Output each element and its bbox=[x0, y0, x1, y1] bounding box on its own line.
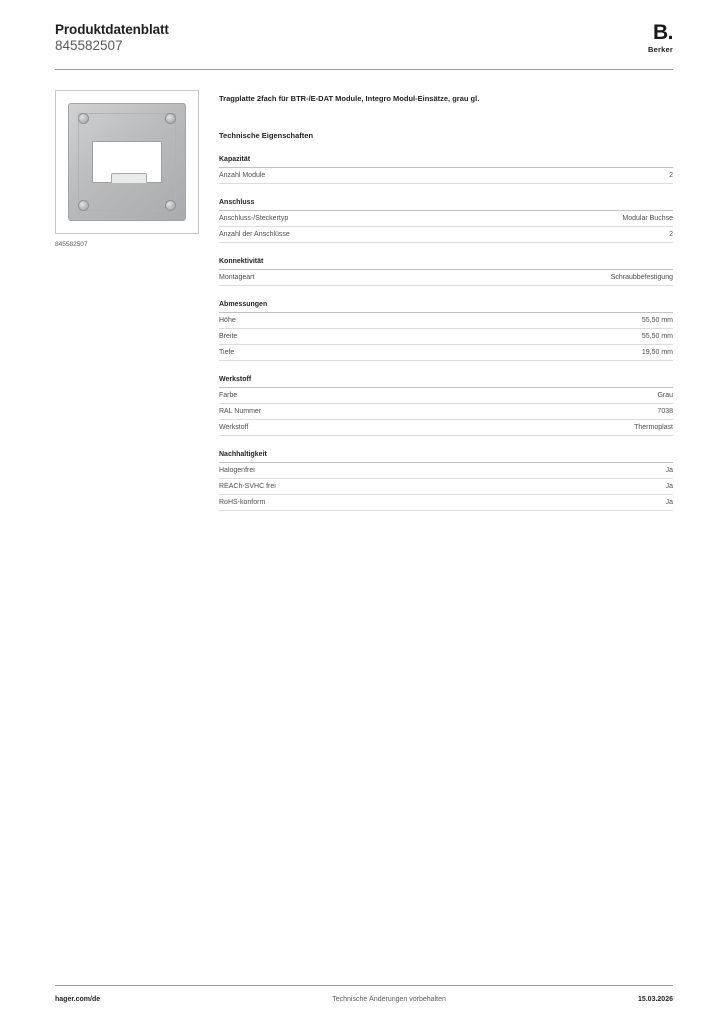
product-image bbox=[55, 90, 199, 234]
spec-value: Ja bbox=[665, 498, 673, 506]
spec-value: Grau bbox=[657, 391, 673, 399]
spec-value: Schraubbefestigung bbox=[610, 273, 673, 281]
figure-caption: 845582507 bbox=[55, 241, 88, 248]
spec-group bbox=[219, 300, 673, 361]
spec-label: Werkstoff bbox=[219, 423, 249, 431]
spec-row bbox=[219, 388, 673, 404]
spec-label: Breite bbox=[219, 332, 238, 340]
spec-label: Halogenfrei bbox=[219, 466, 255, 474]
spec-value: 2 bbox=[669, 230, 673, 238]
spec-row bbox=[219, 270, 673, 286]
spec-label: Anschluss-/Steckertyp bbox=[219, 214, 289, 222]
spec-groups bbox=[219, 155, 673, 511]
spec-group bbox=[219, 198, 673, 243]
spec-row bbox=[219, 463, 673, 479]
specifications-panel bbox=[219, 93, 673, 511]
spec-row bbox=[219, 420, 673, 436]
spec-row bbox=[219, 313, 673, 329]
spec-label: Anzahl der Anschlüsse bbox=[219, 230, 290, 238]
spec-row bbox=[219, 404, 673, 420]
spec-label: Höhe bbox=[219, 316, 236, 324]
brand-name: Berker bbox=[648, 45, 673, 54]
spec-label: Farbe bbox=[219, 391, 238, 399]
brand-logo bbox=[613, 22, 673, 54]
spec-value: Ja bbox=[665, 466, 673, 474]
spec-label: RoHS-konform bbox=[219, 498, 266, 506]
spec-label: Anzahl Module bbox=[219, 171, 266, 179]
screw-icon bbox=[78, 113, 89, 124]
product-description: Tragplatte 2fach für BTR-/E-DAT Module, Integro Modul-Einsätze, grau gl. bbox=[219, 94, 480, 103]
spec-label: Montageart bbox=[219, 273, 255, 281]
spec-row bbox=[219, 479, 673, 495]
spec-row bbox=[219, 329, 673, 345]
section-heading-technical: Technische Eigenschaften bbox=[219, 131, 314, 140]
footer-divider bbox=[55, 985, 673, 986]
page-footer bbox=[55, 995, 673, 1005]
plate-module-opening bbox=[92, 141, 162, 183]
spec-group-title: Abmessungen bbox=[219, 300, 673, 313]
spec-group-title: Werkstoff bbox=[219, 375, 673, 388]
spec-value: 2 bbox=[669, 171, 673, 179]
spec-label: REACh-SVHC frei bbox=[219, 482, 276, 490]
spec-row bbox=[219, 227, 673, 243]
spec-group bbox=[219, 450, 673, 511]
screw-icon bbox=[78, 200, 89, 211]
spec-row bbox=[219, 211, 673, 227]
mounting-plate-graphic bbox=[68, 103, 186, 221]
product-figure bbox=[55, 90, 199, 249]
spec-value: 7038 bbox=[657, 407, 673, 415]
spec-label: RAL Nummer bbox=[219, 407, 262, 415]
article-number: 845582507 bbox=[55, 38, 123, 53]
spec-group-title: Konnektivität bbox=[219, 257, 673, 270]
spec-label: Tiefe bbox=[219, 348, 235, 356]
spec-group-title: Kapazität bbox=[219, 155, 673, 168]
spec-value: Ja bbox=[665, 482, 673, 490]
spec-group-title: Nachhaltigkeit bbox=[219, 450, 673, 463]
spec-value: 55,50 mm bbox=[641, 332, 673, 340]
header-divider bbox=[55, 69, 673, 70]
spec-row bbox=[219, 345, 673, 361]
spec-group bbox=[219, 375, 673, 436]
spec-group bbox=[219, 257, 673, 286]
spec-value: Modular Buchse bbox=[622, 214, 673, 222]
spec-row bbox=[219, 495, 673, 511]
page-header bbox=[55, 22, 673, 62]
spec-row bbox=[219, 168, 673, 184]
spec-group-title: Anschluss bbox=[219, 198, 673, 211]
screw-icon bbox=[165, 200, 176, 211]
spec-value: Thermoplast bbox=[634, 423, 673, 431]
footer-disclaimer: Technische Änderungen vorbehalten bbox=[332, 996, 446, 1003]
spec-group bbox=[219, 155, 673, 184]
brand-mark-icon: B. bbox=[653, 21, 673, 44]
footer-website[interactable]: hager.com/de bbox=[55, 996, 101, 1003]
footer-date: 15.03.2026 bbox=[637, 996, 673, 1003]
screw-icon bbox=[165, 113, 176, 124]
spec-value: 55,50 mm bbox=[641, 316, 673, 324]
page-title: Produktdatenblatt bbox=[55, 22, 169, 37]
spec-value: 19,50 mm bbox=[641, 348, 673, 356]
